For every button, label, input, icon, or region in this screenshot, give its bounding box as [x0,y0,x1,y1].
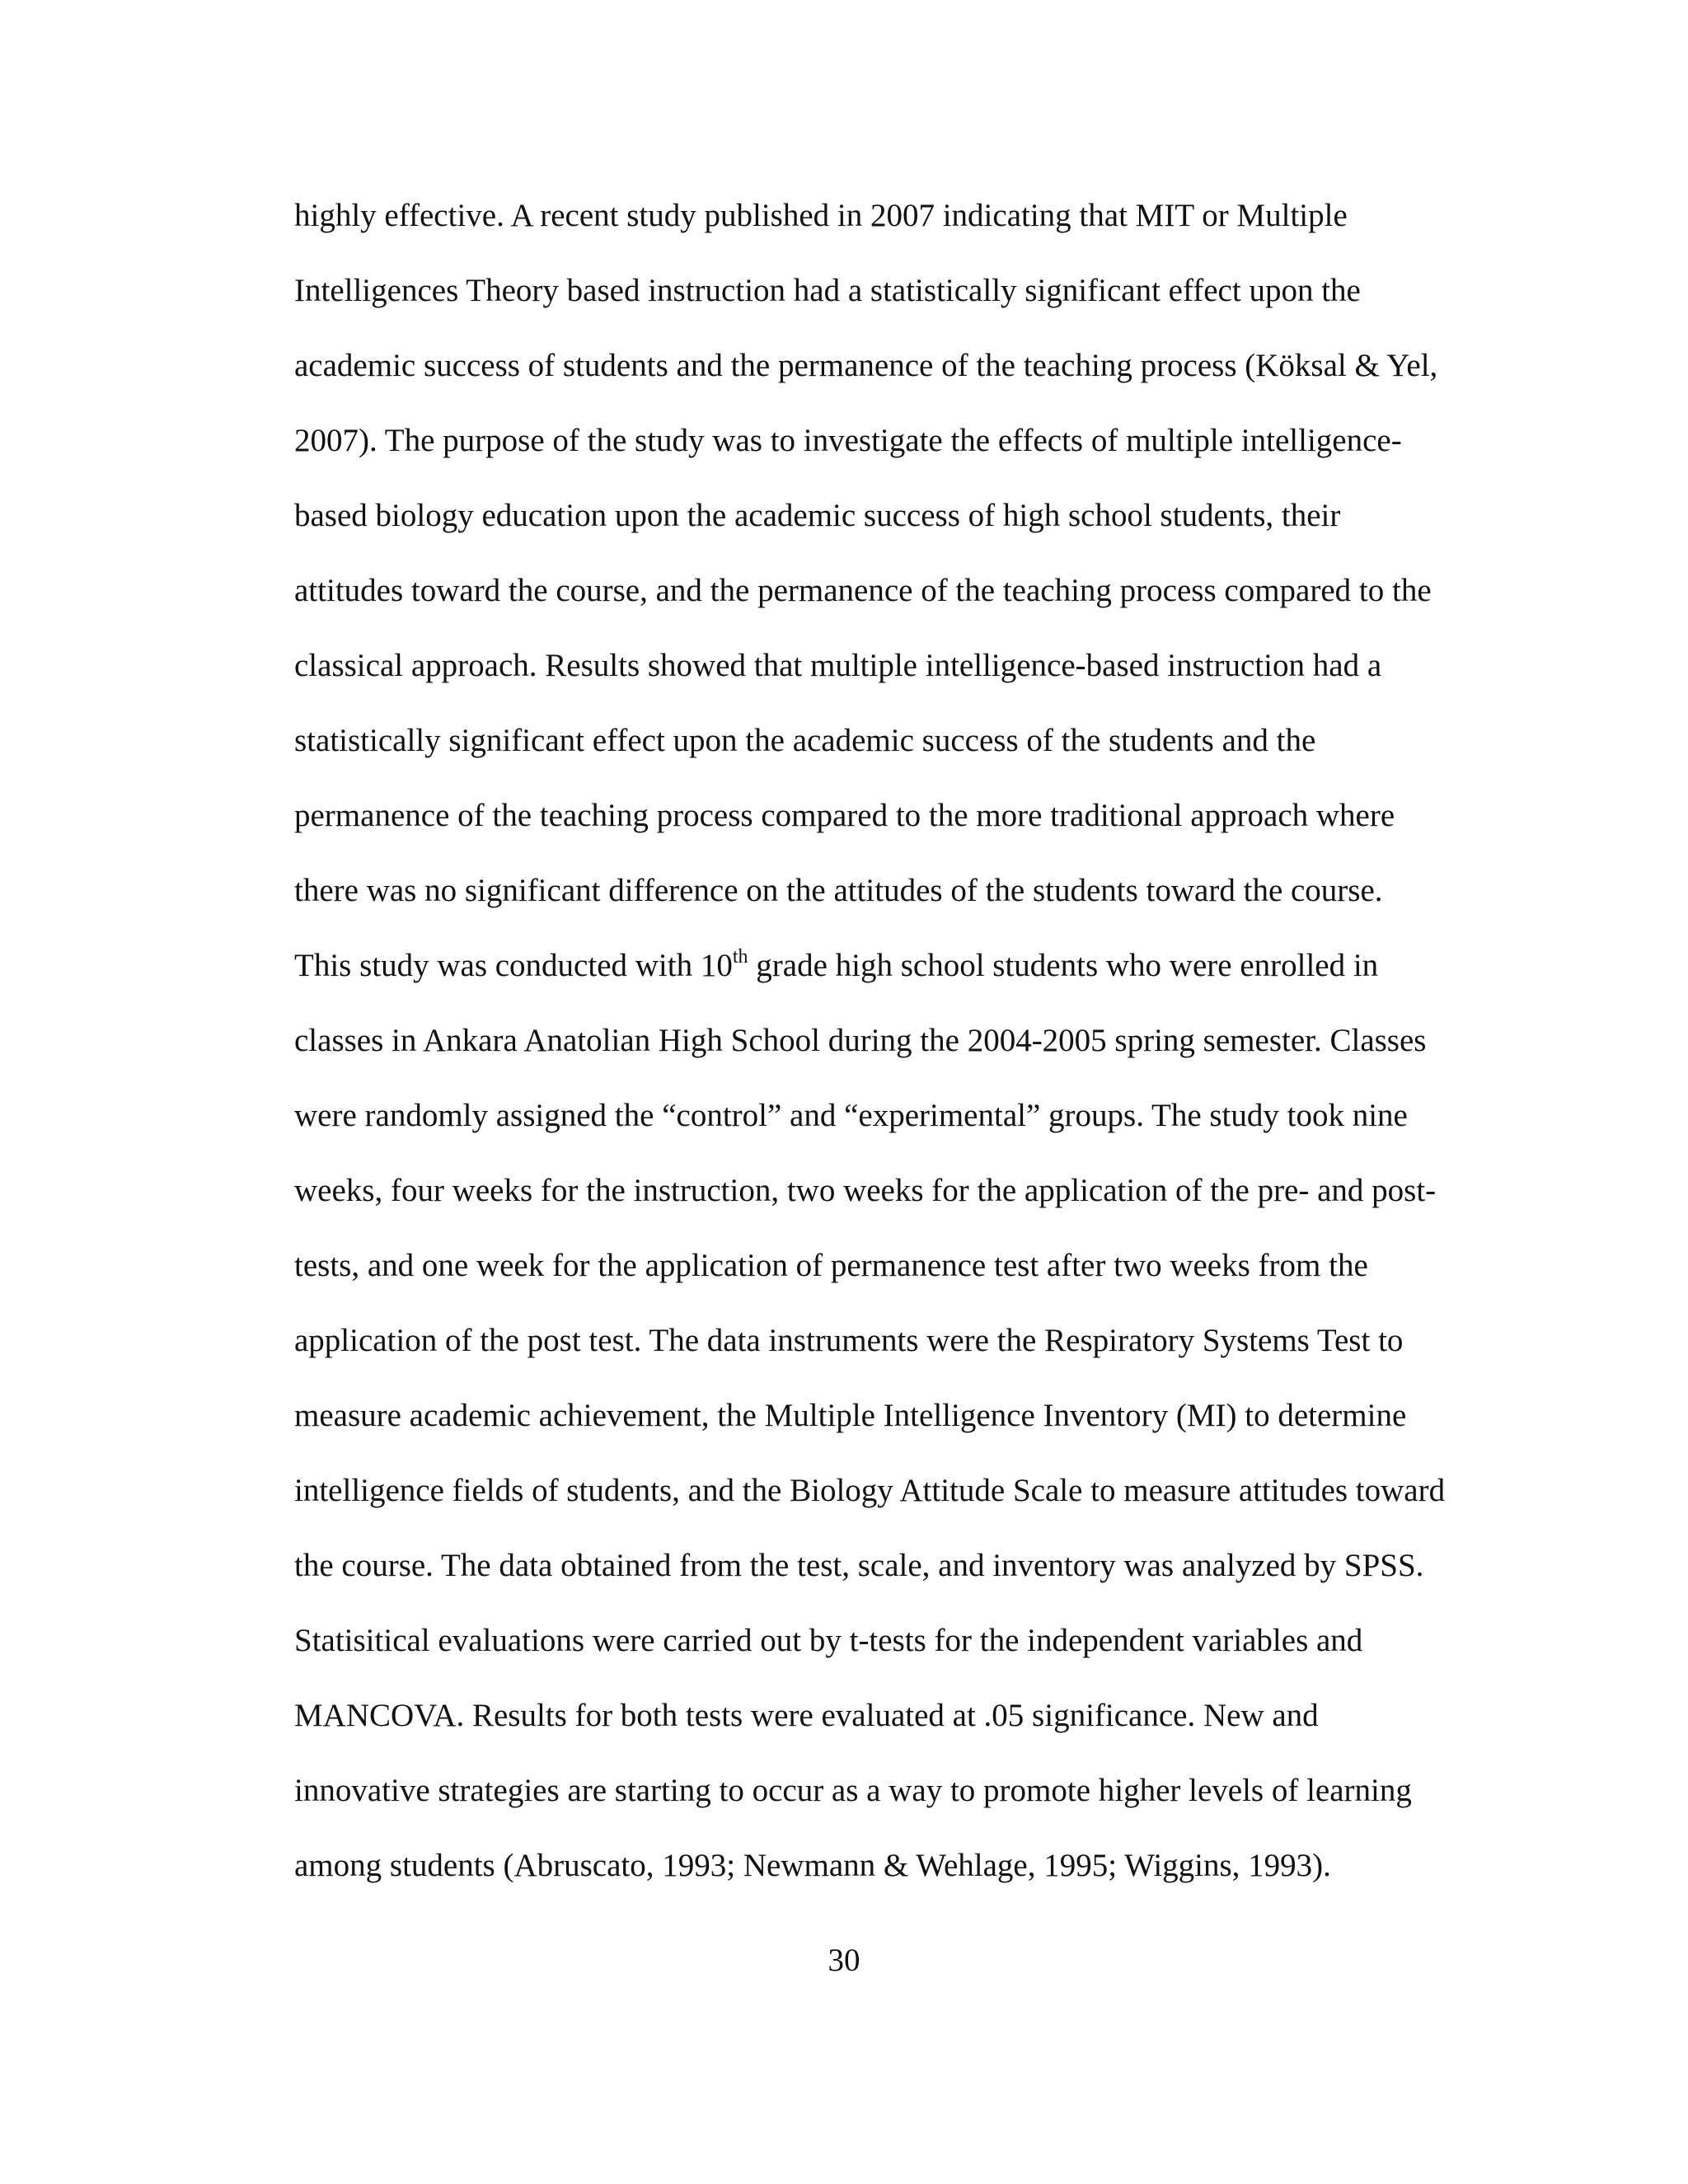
text-line: classical approach. Results showed that multiple intelligence-based instruction had a [294,648,1382,683]
text-line: classes in Ankara Anatolian High School during the 2004-2005 spring semester. Classes [294,1023,1427,1058]
body-paragraph [294,194,1481,1919]
text-line: among students (Abruscato, 1993; Newmann & Wehlage, 1995; Wiggins, 1993). [294,1848,1331,1883]
text-line: statistically significant effect upon the academic success of the students and the [294,723,1316,758]
text-line: were randomly assigned the “control” and “experimental” groups. The study took nine [294,1098,1408,1133]
text-line: intelligence fields of students, and the Biology Attitude Scale to measure attitudes toward [294,1473,1446,1508]
text-line: MANCOVA. Results for both tests were evaluated at .05 significance. New and [294,1698,1319,1733]
text-line: measure academic achievement, the Multiple Intelligence Inventory (MI) to determine [294,1398,1407,1433]
text-line: 2007). The purpose of the study was to investigate the effects of multiple intelligence- [294,423,1402,458]
text-line: weeks, four weeks for the instruction, two weeks for the application of the pre- and post- [294,1173,1437,1208]
page-number: 30 [828,1943,860,1978]
text-line: based biology education upon the academic success of high school students, their [294,498,1341,533]
text-line-with-superscript [294,944,1481,1019]
text-line: Intelligences Theory based instruction had a statistically significant effect upon the [294,273,1361,308]
text-line: academic success of students and the permanence of the teaching process (Köksal & Yel, [294,348,1438,383]
text-line: there was no significant difference on the attitudes of the students toward the course. [294,873,1383,908]
text-line: attitudes toward the course, and the permanence of the teaching process compared to the [294,573,1432,608]
ordinal-superscript: th [732,946,748,968]
text-line: the course. The data obtained from the test, scale, and inventory was analyzed by SPSS. [294,1548,1424,1583]
text-segment: grade high school students who were enrolled in [748,948,1379,983]
text-line: Statisitical evaluations were carried out by t-tests for the independent variables and [294,1623,1363,1658]
text-line: application of the post test. The data instruments were the Respiratory Systems Test to [294,1323,1404,1358]
text-segment: This study was conducted with 10 [294,948,733,983]
text-line: highly effective. A recent study published in 2007 indicating that MIT or Multiple [294,198,1348,233]
text-line: innovative strategies are starting to occur as a way to promote higher levels of learning [294,1773,1412,1808]
text-line: tests, and one week for the application of permanence test after two weeks from the [294,1248,1368,1283]
text-line: permanence of the teaching process compared to the more traditional approach where [294,798,1395,833]
